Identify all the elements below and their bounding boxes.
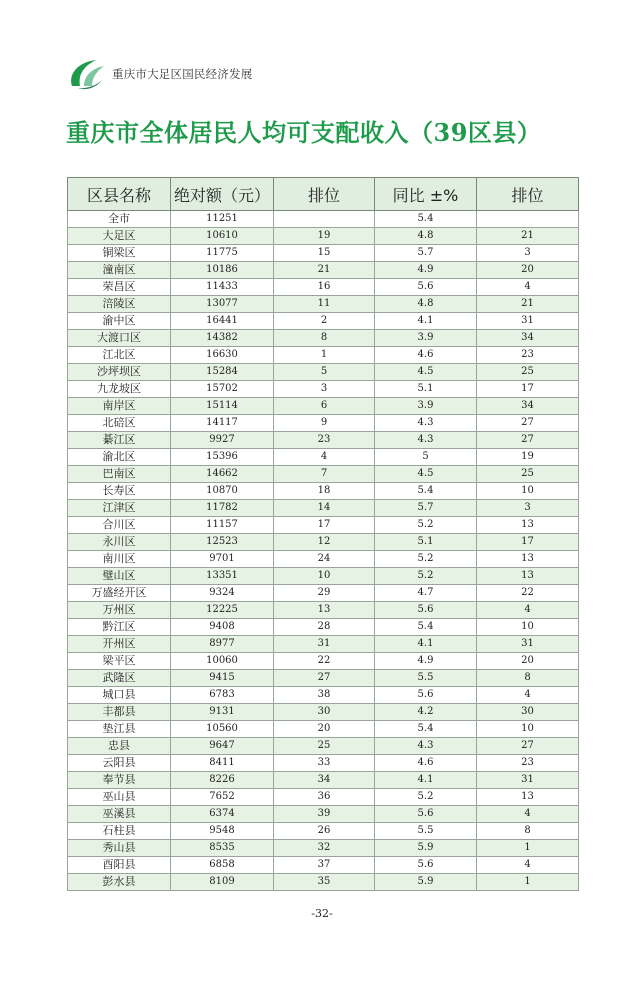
table-row <box>68 823 579 840</box>
amount-cell: 9647 <box>171 738 274 755</box>
district-cell: 北碚区 <box>68 415 171 432</box>
district-cell: 城口县 <box>68 687 171 704</box>
col-header-amount: 绝对额（元） <box>171 178 274 211</box>
col-header-rank: 排位 <box>274 178 375 211</box>
table-row <box>68 347 579 364</box>
table-row <box>68 500 579 517</box>
table-row <box>68 619 579 636</box>
yoy-cell: 4.1 <box>375 772 477 789</box>
yoy-rank-cell: 34 <box>477 398 579 415</box>
amount-cell: 14662 <box>171 466 274 483</box>
yoy-cell: 4.5 <box>375 466 477 483</box>
district-cell: 永川区 <box>68 534 171 551</box>
amount-cell: 9324 <box>171 585 274 602</box>
yoy-rank-cell: 17 <box>477 381 579 398</box>
rank-cell: 30 <box>274 704 375 721</box>
amount-cell: 7652 <box>171 789 274 806</box>
yoy-cell: 5.7 <box>375 500 477 517</box>
yoy-cell: 4.5 <box>375 364 477 381</box>
yoy-rank-cell: 23 <box>477 347 579 364</box>
yoy-rank-cell: 19 <box>477 449 579 466</box>
yoy-rank-cell <box>477 211 579 228</box>
rank-cell: 3 <box>274 381 375 398</box>
yoy-cell: 4.6 <box>375 755 477 772</box>
rank-cell: 35 <box>274 874 375 891</box>
rank-cell: 8 <box>274 330 375 347</box>
table-row <box>68 857 579 874</box>
rank-cell: 29 <box>274 585 375 602</box>
district-cell: 潼南区 <box>68 262 171 279</box>
table-row <box>68 211 579 228</box>
district-cell: 黔江区 <box>68 619 171 636</box>
yoy-rank-cell: 27 <box>477 432 579 449</box>
district-cell: 南川区 <box>68 551 171 568</box>
yoy-rank-cell: 10 <box>477 483 579 500</box>
amount-cell: 8109 <box>171 874 274 891</box>
rank-cell: 27 <box>274 670 375 687</box>
yoy-cell: 4.3 <box>375 415 477 432</box>
rank-cell <box>274 211 375 228</box>
amount-cell: 10870 <box>171 483 274 500</box>
table-row <box>68 721 579 738</box>
district-cell: 酉阳县 <box>68 857 171 874</box>
yoy-rank-cell: 8 <box>477 670 579 687</box>
yoy-cell: 5.5 <box>375 670 477 687</box>
amount-cell: 10186 <box>171 262 274 279</box>
yoy-rank-cell: 20 <box>477 262 579 279</box>
yoy-rank-cell: 10 <box>477 619 579 636</box>
table-row <box>68 551 579 568</box>
yoy-rank-cell: 23 <box>477 755 579 772</box>
amount-cell: 9131 <box>171 704 274 721</box>
rank-cell: 7 <box>274 466 375 483</box>
yoy-rank-cell: 8 <box>477 823 579 840</box>
rank-cell: 20 <box>274 721 375 738</box>
yoy-cell: 4.6 <box>375 347 477 364</box>
table-row <box>68 755 579 772</box>
table-row <box>68 517 579 534</box>
yoy-cell: 5.9 <box>375 840 477 857</box>
amount-cell: 6858 <box>171 857 274 874</box>
district-cell: 巫山县 <box>68 789 171 806</box>
table-row <box>68 313 579 330</box>
rank-cell: 25 <box>274 738 375 755</box>
table-row <box>68 772 579 789</box>
rank-cell: 26 <box>274 823 375 840</box>
district-cell: 彭水县 <box>68 874 171 891</box>
amount-cell: 14382 <box>171 330 274 347</box>
rank-cell: 37 <box>274 857 375 874</box>
yoy-rank-cell: 17 <box>477 534 579 551</box>
rank-cell: 12 <box>274 534 375 551</box>
amount-cell: 9927 <box>171 432 274 449</box>
district-cell: 奉节县 <box>68 772 171 789</box>
yoy-rank-cell: 3 <box>477 245 579 262</box>
amount-cell: 9548 <box>171 823 274 840</box>
rank-cell: 28 <box>274 619 375 636</box>
rank-cell: 36 <box>274 789 375 806</box>
amount-cell: 11157 <box>171 517 274 534</box>
table-row <box>68 670 579 687</box>
rank-cell: 9 <box>274 415 375 432</box>
yoy-rank-cell: 4 <box>477 602 579 619</box>
yoy-rank-cell: 4 <box>477 687 579 704</box>
rank-cell: 31 <box>274 636 375 653</box>
district-cell: 云阳县 <box>68 755 171 772</box>
yoy-cell: 5.1 <box>375 381 477 398</box>
amount-cell: 9415 <box>171 670 274 687</box>
amount-cell: 8977 <box>171 636 274 653</box>
rank-cell: 5 <box>274 364 375 381</box>
yoy-cell: 5.5 <box>375 823 477 840</box>
rank-cell: 32 <box>274 840 375 857</box>
district-cell: 垫江县 <box>68 721 171 738</box>
table-row <box>68 381 579 398</box>
district-cell: 合川区 <box>68 517 171 534</box>
district-cell: 江北区 <box>68 347 171 364</box>
table-row <box>68 432 579 449</box>
table-row <box>68 330 579 347</box>
rank-cell: 19 <box>274 228 375 245</box>
yoy-cell: 4.1 <box>375 313 477 330</box>
yoy-cell: 5.6 <box>375 279 477 296</box>
table-row <box>68 449 579 466</box>
table-row <box>68 789 579 806</box>
amount-cell: 8411 <box>171 755 274 772</box>
table-row <box>68 636 579 653</box>
district-cell: 荣昌区 <box>68 279 171 296</box>
district-cell: 全市 <box>68 211 171 228</box>
table-row <box>68 806 579 823</box>
table-row <box>68 466 579 483</box>
yoy-cell: 4.3 <box>375 432 477 449</box>
amount-cell: 10610 <box>171 228 274 245</box>
district-cell: 万州区 <box>68 602 171 619</box>
yoy-cell: 4.8 <box>375 228 477 245</box>
district-cell: 大足区 <box>68 228 171 245</box>
yoy-rank-cell: 30 <box>477 704 579 721</box>
income-table <box>67 177 579 891</box>
yoy-cell: 5.6 <box>375 602 477 619</box>
yoy-rank-cell: 1 <box>477 840 579 857</box>
amount-cell: 11433 <box>171 279 274 296</box>
amount-cell: 6783 <box>171 687 274 704</box>
yoy-cell: 5.2 <box>375 789 477 806</box>
district-cell: 沙坪坝区 <box>68 364 171 381</box>
table-row <box>68 687 579 704</box>
yoy-cell: 5.1 <box>375 534 477 551</box>
district-cell: 巴南区 <box>68 466 171 483</box>
table-row <box>68 738 579 755</box>
rank-cell: 1 <box>274 347 375 364</box>
rank-cell: 4 <box>274 449 375 466</box>
yoy-rank-cell: 34 <box>477 330 579 347</box>
district-cell: 南岸区 <box>68 398 171 415</box>
col-header-yoy-rank: 排位 <box>477 178 579 211</box>
amount-cell: 13077 <box>171 296 274 313</box>
col-header-district: 区县名称 <box>68 178 171 211</box>
rank-cell: 22 <box>274 653 375 670</box>
yoy-rank-cell: 25 <box>477 364 579 381</box>
table-row <box>68 568 579 585</box>
rank-cell: 10 <box>274 568 375 585</box>
header-title: 重庆市大足区国民经济发展 <box>112 67 253 81</box>
table-row <box>68 228 579 245</box>
district-cell: 綦江区 <box>68 432 171 449</box>
rank-cell: 2 <box>274 313 375 330</box>
rank-cell: 13 <box>274 602 375 619</box>
rank-cell: 18 <box>274 483 375 500</box>
table-row <box>68 279 579 296</box>
table-row <box>68 296 579 313</box>
yoy-rank-cell: 31 <box>477 313 579 330</box>
yoy-cell: 3.9 <box>375 398 477 415</box>
table-row <box>68 398 579 415</box>
district-cell: 铜梁区 <box>68 245 171 262</box>
yoy-rank-cell: 13 <box>477 568 579 585</box>
yoy-rank-cell: 13 <box>477 789 579 806</box>
yoy-cell: 5.4 <box>375 619 477 636</box>
amount-cell: 15702 <box>171 381 274 398</box>
table-row <box>68 840 579 857</box>
district-cell: 渝北区 <box>68 449 171 466</box>
rank-cell: 11 <box>274 296 375 313</box>
yoy-rank-cell: 4 <box>477 806 579 823</box>
table-row <box>68 653 579 670</box>
yoy-rank-cell: 21 <box>477 228 579 245</box>
yoy-rank-cell: 25 <box>477 466 579 483</box>
amount-cell: 9408 <box>171 619 274 636</box>
table-row <box>68 483 579 500</box>
rank-cell: 17 <box>274 517 375 534</box>
rank-cell: 33 <box>274 755 375 772</box>
yoy-rank-cell: 13 <box>477 517 579 534</box>
yoy-rank-cell: 1 <box>477 874 579 891</box>
rank-cell: 15 <box>274 245 375 262</box>
table-row <box>68 415 579 432</box>
table-row <box>68 245 579 262</box>
amount-cell: 10060 <box>171 653 274 670</box>
yoy-cell: 5.2 <box>375 551 477 568</box>
page-number: -32- <box>311 907 333 920</box>
table-row <box>68 585 579 602</box>
amount-cell: 6374 <box>171 806 274 823</box>
district-cell: 渝中区 <box>68 313 171 330</box>
yoy-cell: 5.6 <box>375 806 477 823</box>
district-cell: 江津区 <box>68 500 171 517</box>
district-cell: 九龙坡区 <box>68 381 171 398</box>
yoy-cell: 5 <box>375 449 477 466</box>
yoy-cell: 4.9 <box>375 262 477 279</box>
amount-cell: 11782 <box>171 500 274 517</box>
yoy-cell: 5.2 <box>375 568 477 585</box>
yoy-cell: 5.7 <box>375 245 477 262</box>
rank-cell: 23 <box>274 432 375 449</box>
yoy-cell: 5.6 <box>375 687 477 704</box>
yoy-cell: 5.2 <box>375 517 477 534</box>
amount-cell: 14117 <box>171 415 274 432</box>
yoy-cell: 5.6 <box>375 857 477 874</box>
yoy-cell: 4.1 <box>375 636 477 653</box>
yoy-rank-cell: 21 <box>477 296 579 313</box>
yoy-cell: 4.9 <box>375 653 477 670</box>
yoy-rank-cell: 4 <box>477 279 579 296</box>
amount-cell: 16630 <box>171 347 274 364</box>
yoy-cell: 5.9 <box>375 874 477 891</box>
yoy-cell: 4.8 <box>375 296 477 313</box>
yoy-rank-cell: 27 <box>477 415 579 432</box>
district-cell: 武隆区 <box>68 670 171 687</box>
table-row <box>68 874 579 891</box>
rank-cell: 16 <box>274 279 375 296</box>
amount-cell: 10560 <box>171 721 274 738</box>
amount-cell: 13351 <box>171 568 274 585</box>
amount-cell: 11775 <box>171 245 274 262</box>
amount-cell: 8535 <box>171 840 274 857</box>
yoy-cell: 4.7 <box>375 585 477 602</box>
rank-cell: 34 <box>274 772 375 789</box>
amount-cell: 9701 <box>171 551 274 568</box>
district-cell: 涪陵区 <box>68 296 171 313</box>
amount-cell: 16441 <box>171 313 274 330</box>
yoy-rank-cell: 4 <box>477 857 579 874</box>
yoy-cell: 3.9 <box>375 330 477 347</box>
yoy-rank-cell: 22 <box>477 585 579 602</box>
table-row <box>68 534 579 551</box>
table-header-row <box>68 178 579 211</box>
district-cell: 万盛经开区 <box>68 585 171 602</box>
yoy-cell: 4.3 <box>375 738 477 755</box>
table-row <box>68 364 579 381</box>
rank-cell: 21 <box>274 262 375 279</box>
district-cell: 丰都县 <box>68 704 171 721</box>
yoy-cell: 5.4 <box>375 721 477 738</box>
amount-cell: 15114 <box>171 398 274 415</box>
amount-cell: 15284 <box>171 364 274 381</box>
yoy-rank-cell: 27 <box>477 738 579 755</box>
swoosh-logo-icon <box>66 56 106 92</box>
rank-cell: 38 <box>274 687 375 704</box>
amount-cell: 12523 <box>171 534 274 551</box>
table-row <box>68 602 579 619</box>
yoy-rank-cell: 31 <box>477 636 579 653</box>
district-cell: 开州区 <box>68 636 171 653</box>
amount-cell: 12225 <box>171 602 274 619</box>
amount-cell: 8226 <box>171 772 274 789</box>
col-header-yoy: 同比 ±% <box>375 178 477 211</box>
district-cell: 长寿区 <box>68 483 171 500</box>
yoy-cell: 5.4 <box>375 211 477 228</box>
district-cell: 梁平区 <box>68 653 171 670</box>
rank-cell: 24 <box>274 551 375 568</box>
yoy-rank-cell: 13 <box>477 551 579 568</box>
yoy-rank-cell: 31 <box>477 772 579 789</box>
page-header <box>66 56 252 92</box>
district-cell: 巫溪县 <box>68 806 171 823</box>
rank-cell: 6 <box>274 398 375 415</box>
table-body <box>68 211 579 891</box>
district-cell: 秀山县 <box>68 840 171 857</box>
yoy-rank-cell: 20 <box>477 653 579 670</box>
district-cell: 忠县 <box>68 738 171 755</box>
table-row <box>68 262 579 279</box>
rank-cell: 14 <box>274 500 375 517</box>
table-row <box>68 704 579 721</box>
yoy-cell: 5.4 <box>375 483 477 500</box>
yoy-rank-cell: 3 <box>477 500 579 517</box>
yoy-rank-cell: 10 <box>477 721 579 738</box>
district-cell: 璧山区 <box>68 568 171 585</box>
yoy-cell: 4.2 <box>375 704 477 721</box>
rank-cell: 39 <box>274 806 375 823</box>
amount-cell: 15396 <box>171 449 274 466</box>
district-cell: 石柱县 <box>68 823 171 840</box>
amount-cell: 11251 <box>171 211 274 228</box>
page-title: 重庆市全体居民人均可支配收入（39区县） <box>66 118 542 147</box>
district-cell: 大渡口区 <box>68 330 171 347</box>
